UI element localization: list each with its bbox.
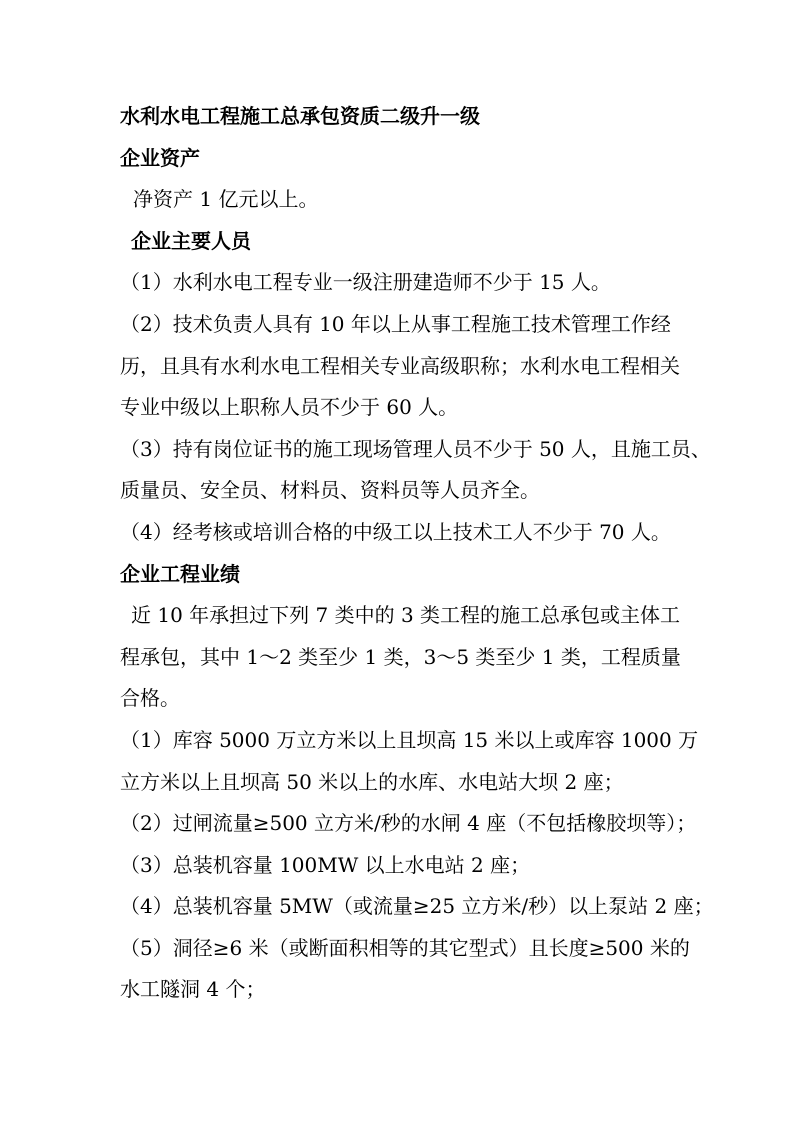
- paragraph-line: （5）洞径≥6 米（或断面积相等的其它型式）且长度≥500 米的: [120, 935, 690, 960]
- paragraph-line: 立方米以上且坝高 50 米以上的水库、水电站大坝 2 座；: [120, 769, 624, 794]
- paragraph: [120, 803, 720, 845]
- paragraph-line: 近 10 年承担过下列 7 类中的 3 类工程的施工总承包或主体工: [131, 603, 681, 628]
- paragraph-line: （1）水利水电工程专业一级注册建造师不少于 15 人。: [120, 270, 611, 295]
- paragraph-line: 净资产 1 亿元以上。: [133, 187, 319, 212]
- paragraph-line: （3）总装机容量 100MW 以上水电站 2 座；: [120, 852, 531, 877]
- section-heading: 企业资产: [120, 145, 200, 170]
- paragraph-line: 历，且具有水利水电工程相关专业高级职称；水利水电工程相关: [120, 353, 680, 378]
- paragraph-line: 质量员、安全员、材料员、资料员等人员齐全。: [120, 478, 540, 503]
- section-personnel: [120, 221, 720, 554]
- paragraph-line: （4）经考核或培训合格的中级工以上技术工人不少于 70 人。: [120, 519, 671, 544]
- paragraph: [120, 179, 720, 221]
- document-title: 水利水电工程施工总承包资质二级升一级: [120, 104, 480, 128]
- paragraph: [120, 512, 720, 554]
- section-heading: 企业主要人员: [131, 228, 251, 253]
- paragraph: [120, 262, 720, 304]
- paragraph-line: 专业中级以上职称人员不少于 60 人。: [120, 395, 459, 420]
- paragraph-line: （2）技术负责人具有 10 年以上从事工程施工技术管理工作经: [120, 311, 671, 336]
- section-assets: [120, 138, 720, 221]
- paragraph-line: （3）持有岗位证书的施工现场管理人员不少于 50 人，且施工员、: [120, 436, 711, 461]
- paragraph: [120, 595, 720, 720]
- document-body: [120, 96, 720, 1011]
- paragraph-line: 合格。: [120, 686, 180, 711]
- paragraph: [120, 928, 720, 1011]
- paragraph-line: 程承包，其中 1～2 类至少 1 类，3～5 类至少 1 类，工程质量: [120, 644, 681, 669]
- paragraph: [120, 304, 720, 429]
- section-performance: [120, 554, 720, 1012]
- paragraph-line: （2）过闸流量≥500 立方米/秒的水闸 4 座（不包括橡胶坝等）；: [120, 811, 697, 836]
- paragraph-line: （1）库容 5000 万立方米以上且坝高 15 米以上或库容 1000 万: [120, 727, 699, 752]
- paragraph-line: （4）总装机容量 5MW（或流量≥25 立方米/秒）以上泵站 2 座；: [120, 894, 714, 919]
- section-heading: 企业工程业绩: [120, 561, 240, 586]
- paragraph: [120, 429, 720, 512]
- paragraph: [120, 886, 720, 928]
- paragraph: [120, 845, 720, 887]
- paragraph-line: 水工隧洞 4 个；: [120, 977, 266, 1002]
- paragraph: [120, 720, 720, 803]
